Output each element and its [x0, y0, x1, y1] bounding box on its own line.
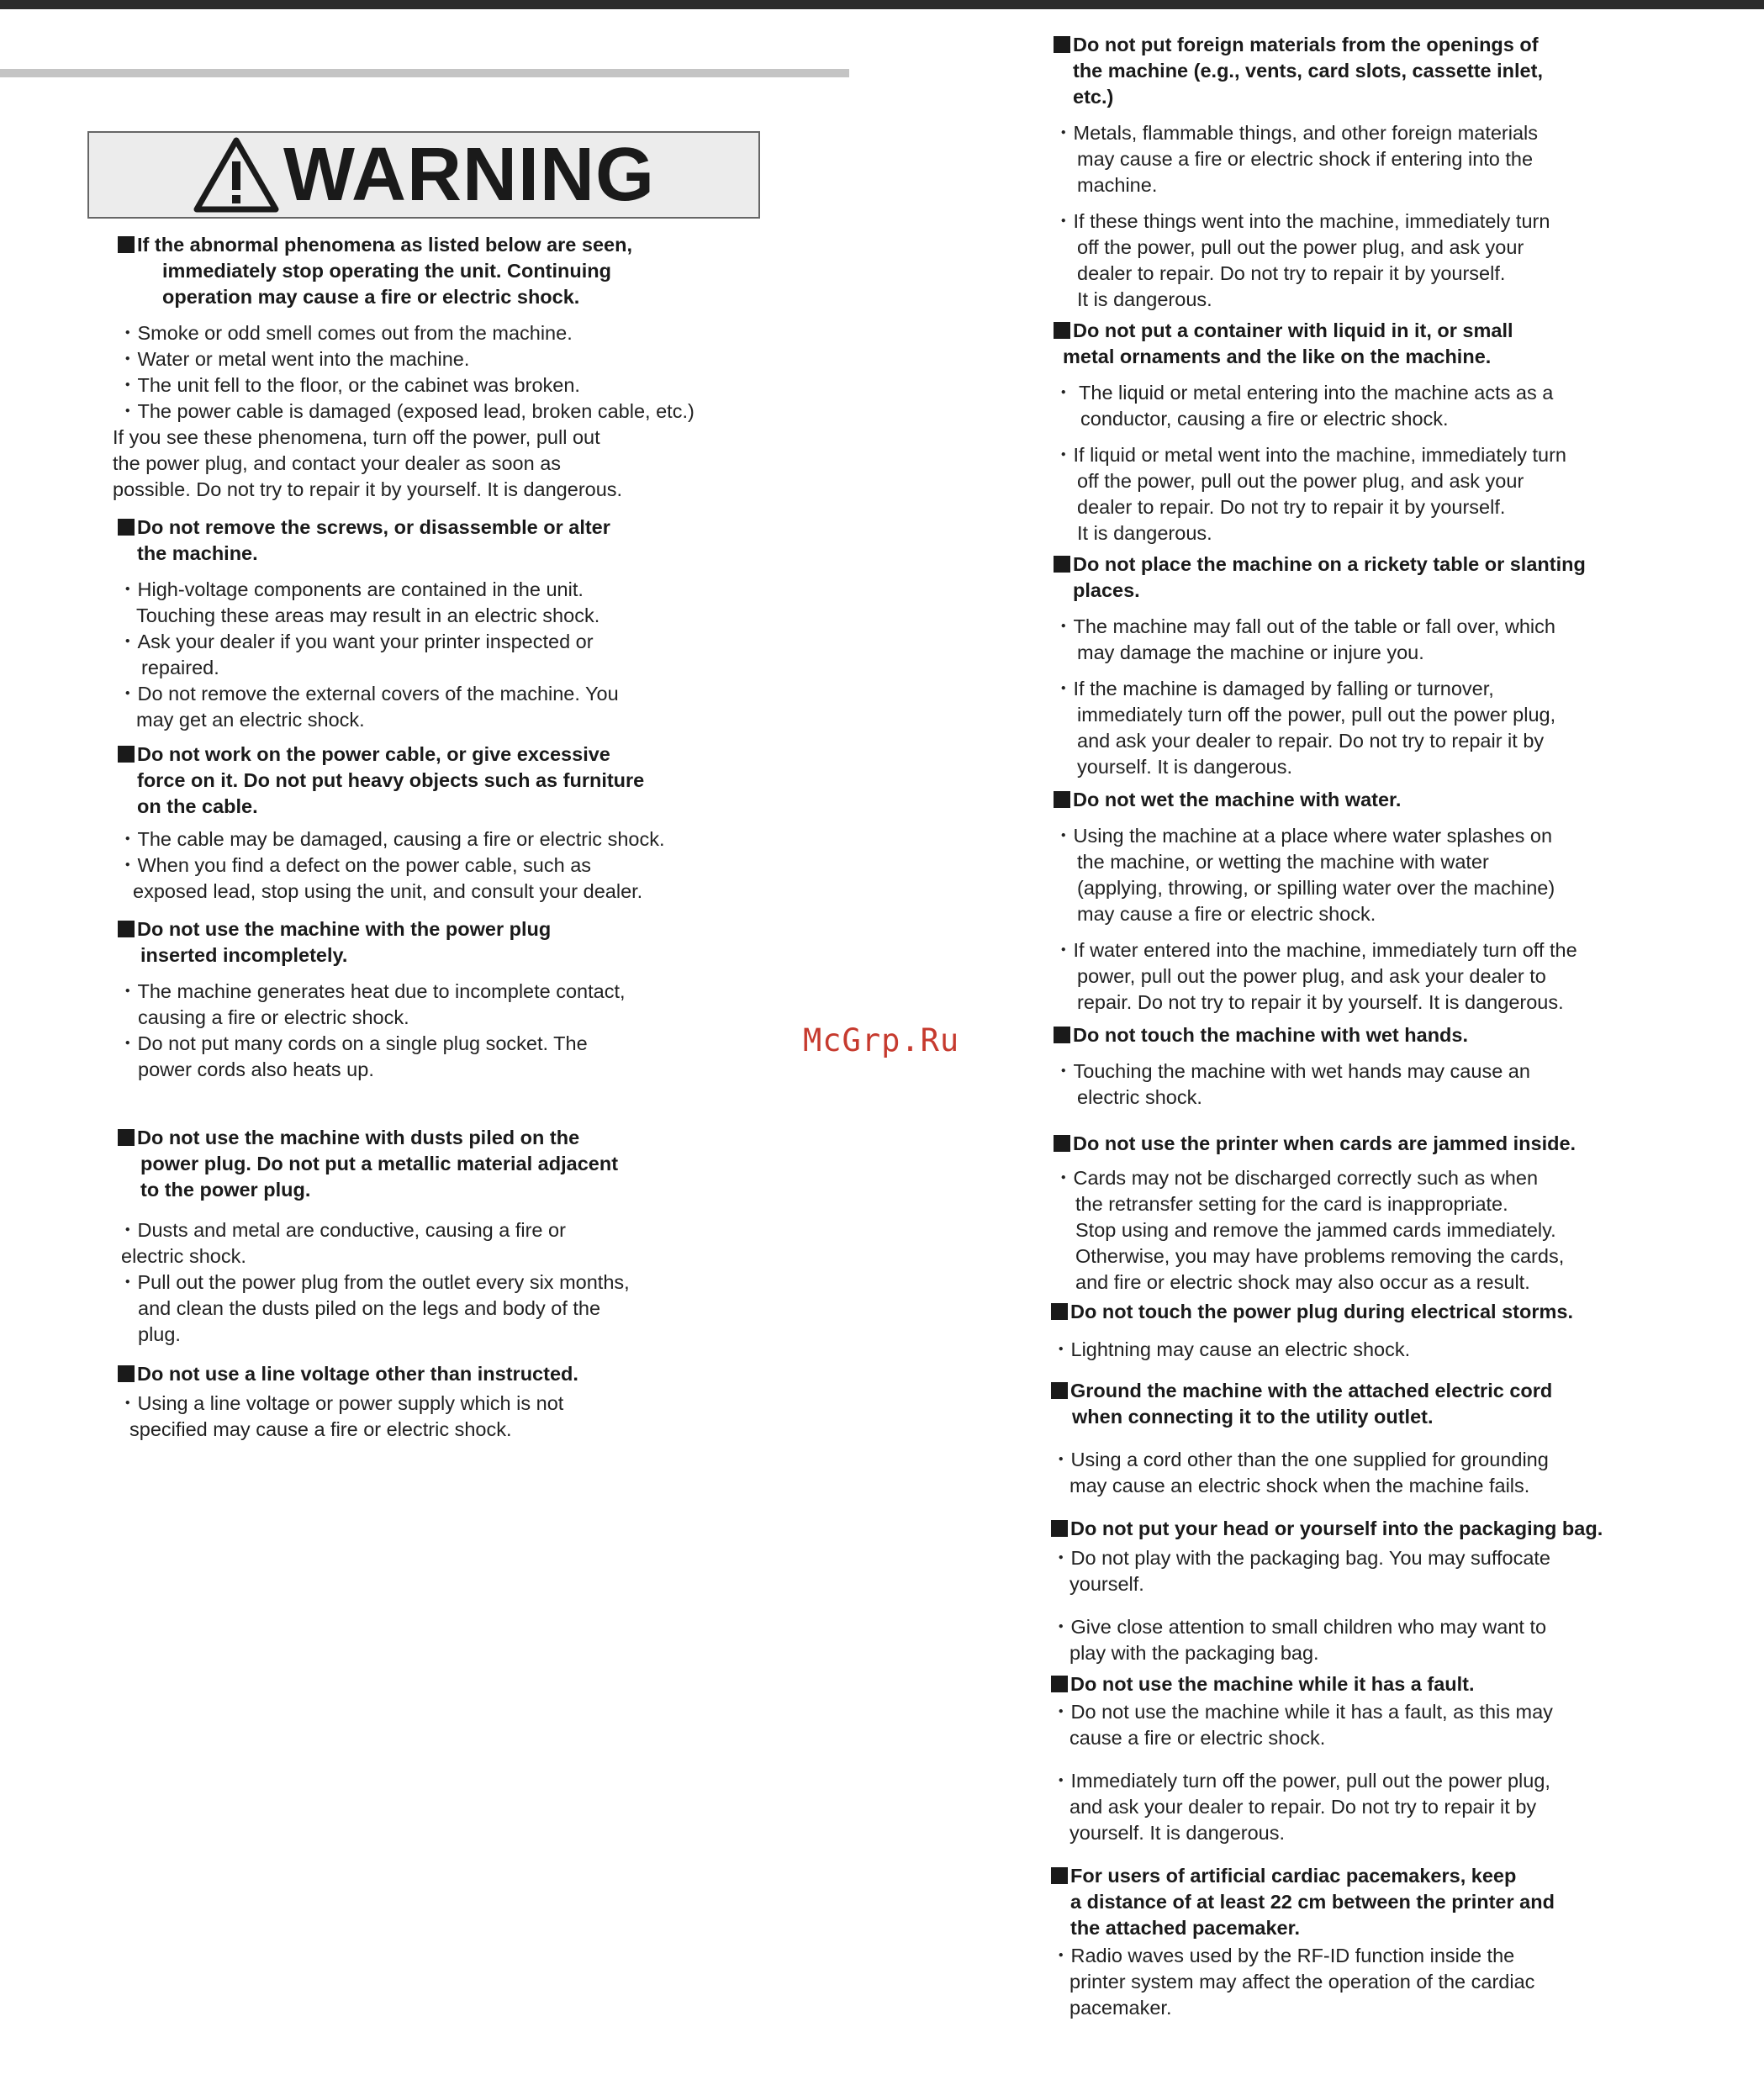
section-heading: Do not use a line voltage other than instructed. [118, 1361, 774, 1387]
warning-section: Do not remove the screws, or disassemble or alter the machine. ・High-voltage components are contained in the unit. Touching these areas may result in an electric shock. ・Ask your dealer if you want your printer inspected or repaired. ・Do not remove the external covers of the machine. You may get an electric shock. [118, 515, 774, 733]
section-heading: If the abnormal phenomena as listed below are seen, immediately stop operating the unit. Continuing operation may cause a fire or electric shock. [118, 232, 774, 310]
bullet-square-icon [118, 519, 135, 536]
section-heading: Ground the machine with the attached electric cord when connecting it to the utility outlet. [1051, 1378, 1718, 1430]
warning-section: Do not use a line voltage other than instructed. ・Using a line voltage or power supply which is not specified may cause a fire or electric shock. [118, 1361, 774, 1443]
section-heading: Do not use the machine with the power plug inserted incompletely. [118, 916, 774, 969]
section-heading: Do not put foreign materials from the openings of the machine (e.g., vents, card slots, cassette inlet, etc.) [1054, 32, 1718, 110]
section-heading: Do not put a container with liquid in it, or small metal ornaments and the like on the machine. [1054, 318, 1718, 370]
warning-section: Do not use the machine with dusts piled on the power plug. Do not put a metallic material adjacent to the power plug. ・Dusts and metal are conductive, causing a fire or electric shock. ・Pull out the power plug from the outlet every six months, and clean the dusts piled on the legs and body of the plug. [118, 1125, 774, 1348]
bullet-square-icon [118, 1129, 135, 1146]
section-heading: Do not touch the power plug during electrical storms. [1051, 1299, 1718, 1325]
section-heading: Do not place the machine on a rickety table or slanting places. [1054, 552, 1718, 604]
warning-section: Do not work on the power cable, or give excessive force on it. Do not put heavy objects such as furniture on the cable. ・The cable may be damaged, causing a fire or electric shock. ・When you find a defect on the power cable, such as exposed lead, stop using the unit, and consult your dealer. [118, 742, 774, 905]
section-heading: For users of artificial cardiac pacemakers, keep a distance of at least 22 cm between the printer and the attached pacemaker. [1051, 1863, 1718, 1941]
warning-triangle-icon [193, 136, 280, 214]
section-rule [0, 69, 849, 77]
section-heading: Do not remove the screws, or disassemble or alter the machine. [118, 515, 774, 567]
bullet-square-icon [1051, 1867, 1068, 1884]
bullet-square-icon [118, 921, 135, 937]
warning-section: If the abnormal phenomena as listed below are seen, immediately stop operating the unit. Continuing operation may cause a fire or electric shock. ・Smoke or odd smell comes out from the machine. ・Water or metal went into the machine. ・The unit fell to the floor, or the cabinet was broken. ・The power cable is damaged (exposed lead, broken cable, etc.) If you see these phenomena, turn off the power, pull out the power plug, and contact your dealer as soon as possible. Do not try to repair it by yourself. It is dangerous. [118, 232, 774, 503]
left-column [113, 232, 774, 1443]
warning-title: WARNING [283, 133, 655, 217]
bullet-square-icon [118, 1365, 135, 1382]
section-heading: Do not touch the machine with wet hands. [1054, 1022, 1718, 1048]
section-heading: Do not use the printer when cards are jammed inside. [1054, 1131, 1718, 1157]
warning-section: Do not put a container with liquid in it, or small metal ornaments and the like on the machine. ・ The liquid or metal entering into the machine acts as a conductor, causing a fire or electric shock. ・If liquid or metal went into the machine, immediately turn off the power, pull out the power plug, and ask your dealer to repair. Do not try to repair it by yourself. It is dangerous. [1054, 318, 1718, 546]
watermark: McGrp.Ru [803, 1022, 960, 1058]
bullet-square-icon [1051, 1520, 1068, 1537]
warning-section: Do not use the printer when cards are jammed inside. ・Cards may not be discharged correctly such as when the retransfer setting for the card is inappropriate. Stop using and remove the jammed cards immediately. Otherwise, you may have problems removing the cards, and fire or electric shock may also occur as a result. [1054, 1131, 1718, 1296]
bullet-square-icon [118, 746, 135, 763]
warning-section: Ground the machine with the attached electric cord when connecting it to the utility outlet. ・Using a cord other than the one supplied for grounding may cause an electric shock when the machine fails. [1051, 1378, 1718, 1499]
bullet-square-icon [118, 236, 135, 253]
bullet-square-icon [1051, 1676, 1068, 1692]
section-heading: Do not work on the power cable, or give excessive force on it. Do not put heavy objects such as furniture on the cable. [118, 742, 774, 820]
bullet-square-icon [1054, 1027, 1070, 1043]
warning-section: For users of artificial cardiac pacemakers, keep a distance of at least 22 cm between the printer and the attached pacemaker. ・Radio waves used by the RF-ID function inside the printer system may affect the operation of the cardiac pacemaker. [1051, 1863, 1718, 2021]
warning-section: Do not put your head or yourself into the packaging bag. ・Do not play with the packaging bag. You may suffocate yourself. ・Give close attention to small children who may want to play with the packaging bag. [1051, 1516, 1718, 1666]
warning-section: Do not touch the power plug during electrical storms. ・Lightning may cause an electric shock. [1051, 1299, 1718, 1363]
bullet-square-icon [1054, 556, 1070, 573]
warning-section: Do not wet the machine with water. ・Using the machine at a place where water splashes on the machine, or wetting the machine with water (applying, throwing, or spilling water over the machine) may cause a fire or electric shock. ・If water entered into the machine, immediately turn off the power, pull out the power plug, and ask your dealer to repair. Do not try to repair it by yourself. It is dangerous. [1054, 787, 1718, 1016]
section-heading: Do not wet the machine with water. [1054, 787, 1718, 813]
warning-section: Do not use the machine with the power plug inserted incompletely. ・The machine generates heat due to incomplete contact, causing a fire or electric shock. ・Do not put many cords on a single plug socket. The power cords also heats up. [118, 916, 774, 1083]
bullet-square-icon [1051, 1303, 1068, 1320]
bullet-square-icon [1054, 1135, 1070, 1152]
warning-section: Do not use the machine while it has a fault. ・Do not use the machine while it has a fault, as this may cause a fire or electric shock. ・Immediately turn off the power, pull out the power plug, and ask your dealer to repair. Do not try to repair it by yourself. It is dangerous. [1051, 1671, 1718, 1846]
warning-banner [87, 131, 760, 219]
section-heading: Do not put your head or yourself into the packaging bag. [1051, 1516, 1718, 1542]
bullet-square-icon [1054, 322, 1070, 339]
warning-section: Do not touch the machine with wet hands. ・Touching the machine with wet hands may cause an electric shock. [1054, 1022, 1718, 1111]
bullet-square-icon [1054, 791, 1070, 808]
bullet-square-icon [1051, 1382, 1068, 1399]
right-column [1051, 32, 1718, 2021]
warning-section: Do not place the machine on a rickety table or slanting places. ・The machine may fall out of the table or fall over, which may damage the machine or injure you. ・If the machine is damaged by falling or turnover, immediately turn off the power, pull out the power plug, and ask your dealer to repair. Do not try to repair it by yourself. It is dangerous. [1054, 552, 1718, 780]
top-rule [0, 0, 1764, 9]
warning-section: Do not put foreign materials from the openings of the machine (e.g., vents, card slots, cassette inlet, etc.) ・Metals, flammable things, and other foreign materials may cause a fire or electric shock if entering into the machine. ・If these things went into the machine, immediately turn off the power, pull out the power plug, and ask your dealer to repair. Do not try to repair it by yourself. It is dangerous. [1054, 32, 1718, 313]
section-heading: Do not use the machine with dusts piled on the power plug. Do not put a metallic material adjacent to the power plug. [118, 1125, 774, 1203]
bullet-square-icon [1054, 36, 1070, 53]
section-heading: Do not use the machine while it has a fault. [1051, 1671, 1718, 1697]
